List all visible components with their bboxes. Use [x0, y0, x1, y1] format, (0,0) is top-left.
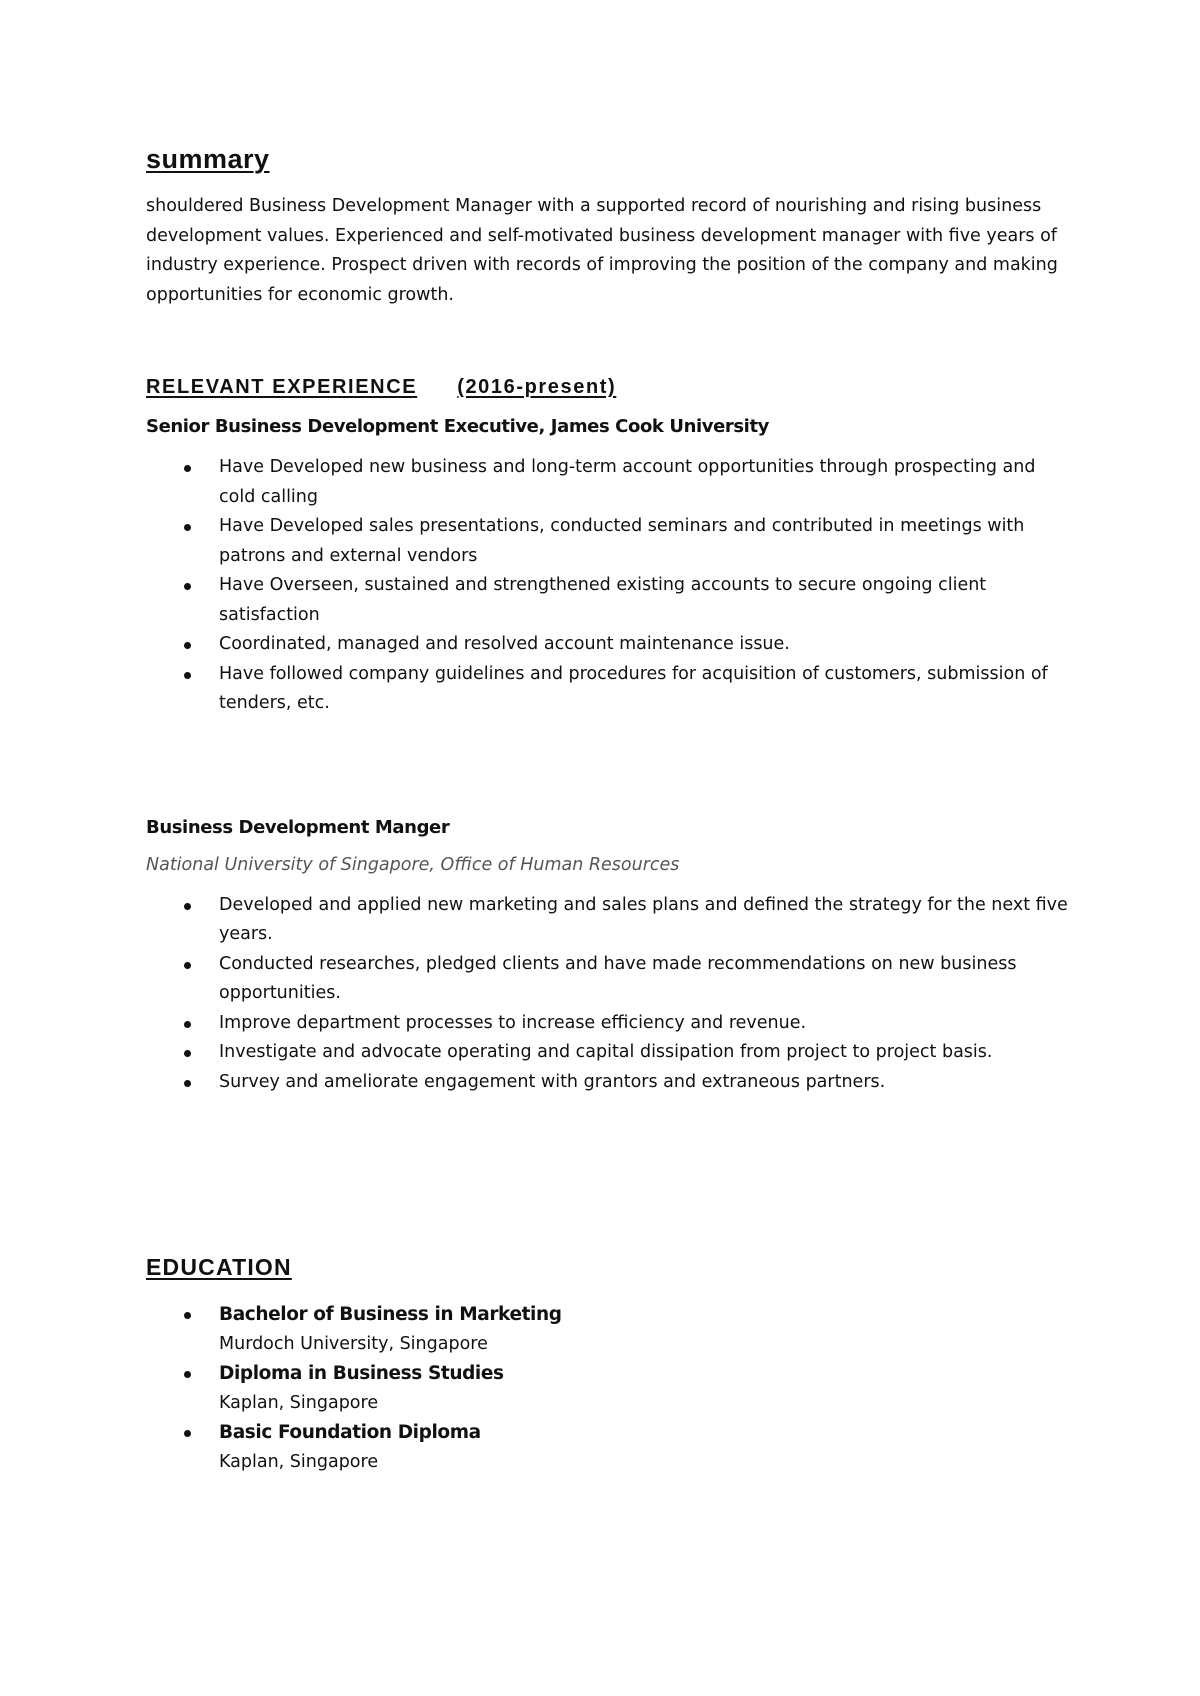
experience-heading: [146, 376, 1076, 399]
job-title: Business Development Manger: [146, 816, 450, 838]
summary-text: shouldered Business Development Manager with a supported record of nourishing and rising business development values. Experienced and self-motivated business development manager with five years of industry experience. Prospect driven with records of improving the position of the company and making opportunities for economic growth.: [146, 196, 1058, 305]
experience-section: [146, 376, 1076, 1097]
list-item: [146, 891, 1076, 950]
bullet-icon: [184, 1371, 191, 1378]
list-item-text: Have Overseen, sustained and strengthened existing accounts to secure ongoing client satisfaction: [219, 575, 987, 625]
bullet-icon: [184, 903, 191, 910]
bullet-icon: [184, 1080, 191, 1087]
list-item: [146, 660, 1076, 719]
education-heading: EDUCATION: [146, 1254, 292, 1280]
summary-section: [146, 144, 1076, 310]
bullet-icon: [184, 465, 191, 472]
bullet-icon: [184, 524, 191, 531]
list-item: [146, 630, 1076, 660]
experience-heading-label: RELEVANT EXPERIENCE: [146, 376, 418, 398]
list-item-text: Have Developed sales presentations, conducted seminars and contributed in meetings with patrons and external vendors: [219, 516, 1025, 566]
list-item-text: Improve department processes to increase efficiency and revenue.: [219, 1012, 807, 1033]
bullet-icon: [184, 583, 191, 590]
bullet-icon: [184, 1430, 191, 1437]
school-name: Kaplan, Singapore: [219, 1392, 379, 1413]
degree-name: Diploma in Business Studies: [219, 1363, 504, 1384]
list-item: [146, 1300, 1076, 1359]
list-item: [146, 512, 1076, 571]
list-item: [146, 1038, 1076, 1068]
list-item: [146, 1418, 1076, 1477]
school-name: Murdoch University, Singapore: [219, 1333, 488, 1354]
job-organization: National University of Singapore, Office of Human Resources: [146, 854, 680, 875]
list-item-text: Survey and ameliorate engagement with grantors and extraneous partners.: [219, 1071, 886, 1092]
bullet-icon: [184, 1312, 191, 1319]
education-list: [146, 1300, 1076, 1477]
degree-name: Basic Foundation Diploma: [219, 1422, 481, 1443]
summary-heading: summary: [146, 144, 270, 174]
list-item-text: Have followed company guidelines and procedures for acquisition of customers, submission of tenders, etc.: [219, 663, 1048, 713]
list-item-text: Conducted researches, pledged clients and have made recommendations on new business opportunities.: [219, 953, 1017, 1003]
list-item: [146, 1009, 1076, 1039]
resume-content: [146, 144, 1076, 1477]
list-item-text: Have Developed new business and long-term account opportunities through prospecting and cold calling: [219, 457, 1036, 507]
list-item-text: Investigate and advocate operating and capital dissipation from project to project basis.: [219, 1042, 993, 1062]
experience-period: (2016-present): [457, 376, 617, 398]
list-item-text: Developed and applied new marketing and sales plans and defined the strategy for the next five years.: [219, 894, 1068, 944]
bullet-icon: [184, 1021, 191, 1028]
bullet-icon: [184, 672, 191, 679]
job-bullet-list: [146, 453, 1076, 719]
list-item: [146, 453, 1076, 512]
list-item: [146, 950, 1076, 1009]
job-bullet-list: [146, 891, 1076, 1098]
bullet-icon: [184, 1050, 191, 1057]
bullet-icon: [184, 962, 191, 969]
list-item: [146, 1359, 1076, 1418]
list-item-text: Coordinated, managed and resolved account maintenance issue.: [219, 634, 790, 654]
school-name: Kaplan, Singapore: [219, 1451, 379, 1472]
degree-name: Bachelor of Business in Marketing: [219, 1304, 562, 1325]
bullet-icon: [184, 642, 191, 649]
list-item: [146, 1068, 1076, 1098]
list-item: [146, 571, 1076, 630]
education-section: [146, 1254, 1076, 1477]
job-title: Senior Business Development Executive, James Cook University: [146, 416, 769, 437]
